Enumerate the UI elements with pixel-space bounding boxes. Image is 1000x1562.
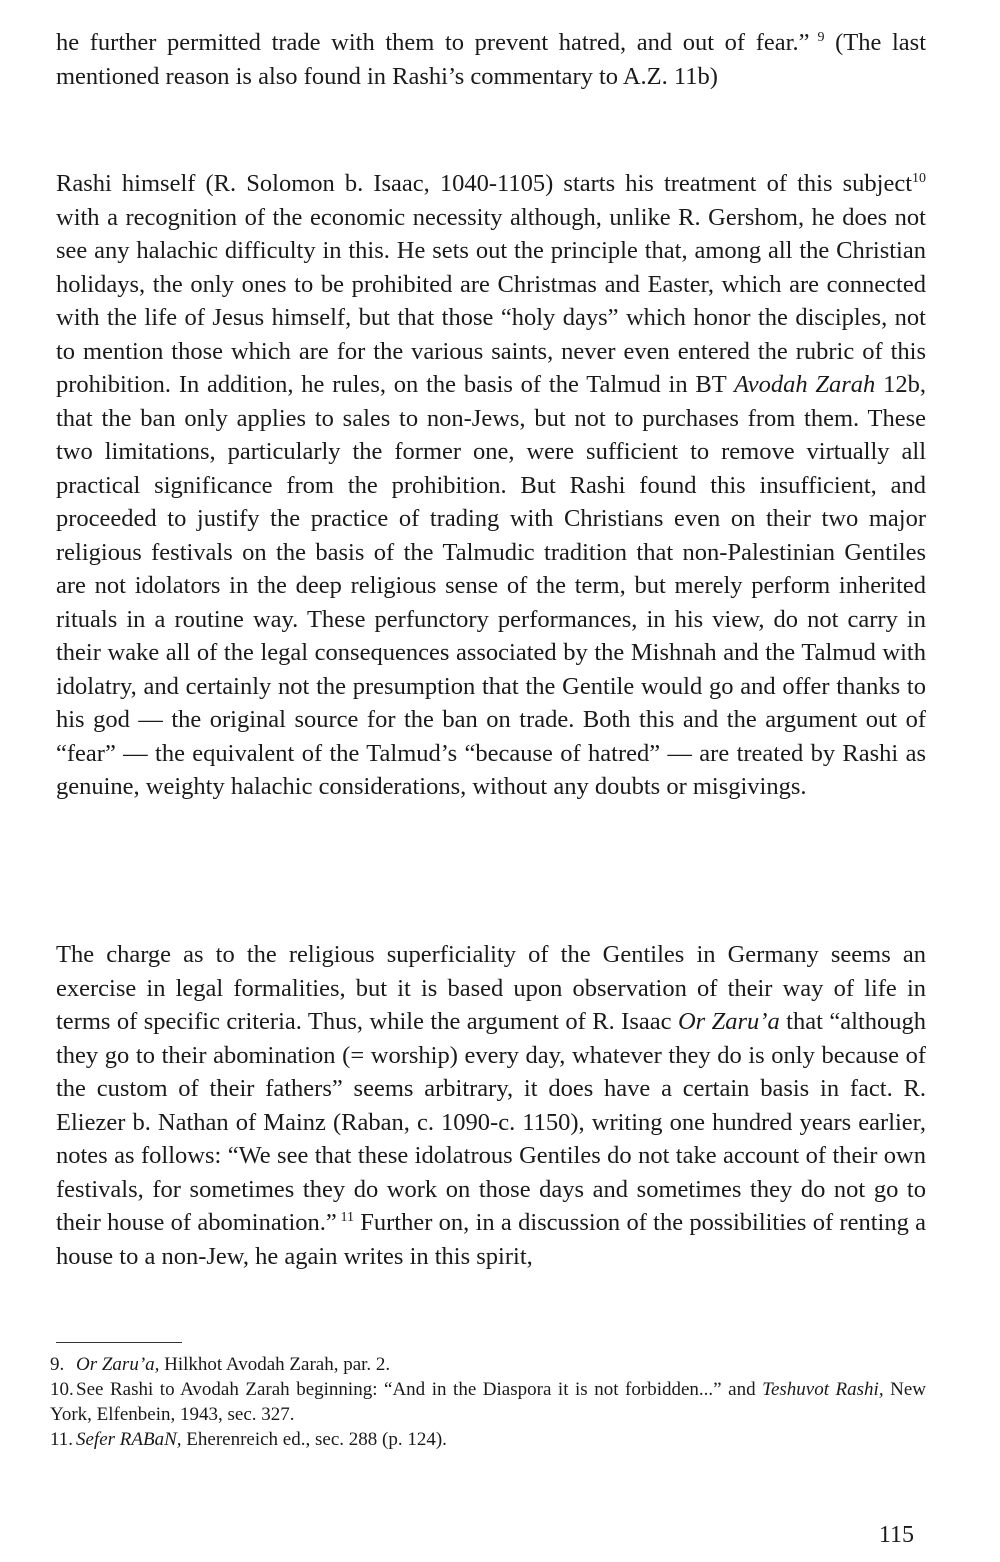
text-run: (The last mentioned reason is also found in Rashi’s commentary to A.Z. 11b) — [56, 29, 927, 90]
italic-title: Avodah Zarah — [734, 371, 876, 398]
italic-title: Teshuvot Rashi, — [762, 1379, 884, 1400]
italic-title: Or Zaru’a — [677, 1008, 780, 1035]
text-run: with a recognition of the economic necessity although, unlike R. Gershom, he does not see any halachic difficulty in this. He sets out the principle that, among all the Christian holidays, the only ones to be prohibited are Christmas and Easter, which are connected with the life of Jesus himself, but that those “holy days” which honor the disciples, not to mention those which are for the various saints, never even entered the rubric of this prohibition. In addition, he rules, on the basis of the Talmud in BT — [56, 203, 926, 398]
page-number: 115 — [878, 1522, 914, 1548]
footnote-separator — [56, 1342, 182, 1343]
text-run: Further on, in a discussion of the possibilities of renting a house to a non-Jew, he again writes in this spirit, — [56, 1209, 926, 1270]
footnote-9 — [50, 1352, 926, 1377]
text-run: New York, Elfenbein, 1943, sec. 327. — [50, 1379, 926, 1425]
text-run: Hilkhot Avodah Zarah, par. 2. — [159, 1354, 391, 1375]
footnote-10 — [50, 1377, 926, 1427]
body-paragraph-3 — [56, 938, 926, 1273]
footnote-number: 9. — [50, 1354, 65, 1375]
text-run: Eherenreich ed., sec. 288 (p. 124). — [181, 1429, 447, 1450]
footnote-11 — [50, 1427, 926, 1452]
footnote-ref: 9 — [809, 29, 825, 45]
italic-title: Or Zaru’a, — [76, 1354, 160, 1375]
footnote-number: 11. — [50, 1429, 74, 1450]
text-run: Rashi himself (R. Solomon b. Isaac, 1040-1105) starts his treatment of this subject — [56, 170, 912, 197]
footnote-number: 10. — [50, 1379, 74, 1400]
text-run: The charge as to the religious superficiality of the Gentiles in Germany seems an exercise in legal formalities, but it is based upon observation of their way of life in terms of specific criteria. Thus, while the argument of R. Isaac — [56, 941, 926, 1035]
footnotes-list — [50, 1352, 926, 1452]
text-run: 12b, that the ban only applies to sales to non-Jews, but not to purchases from them. These two limitations, particularly the former one, were sufficient to remove virtually all practical significance from the prohibition. But Rashi found this insufficient, and proceeded to justify the practice of trading with Christians even on their two major religious festivals on the basis of the Talmudic tradition that non-Palestinian Gentiles are not idolators in the deep religious sense of the term, but merely perform inherited rituals in a routine way. These perfunctory performances, in his view, do not carry in their wake all of the legal consequences associated by the Mishnah and the Talmud with idolatry, and certainly not the presumption that the Gentile would go and offer thanks to his god — the original source for the ban on trade. Both this and the argument out of “fear” — the equivalent of the Talmud’s “because of hatred” — are treated by Rashi as genuine, weighty halachic considerations, without any doubts or misgivings. — [56, 371, 926, 800]
text-run: See Rashi to Avodah Zarah beginning: “And in the Diaspora it is not forbidden...” and — [76, 1379, 763, 1400]
footnote-ref: 10 — [912, 170, 926, 186]
text-run: that “although they go to their abomination (= worship) every day, whatever they do is only because of the custom of their fathers” seems arbitrary, it does have a certain basis in fact. R. Eliezer b. Nathan of Mainz (Raban, c. 1090-c. 1150), writing one hundred years earlier, notes as follows: “We see that these idolatrous Gentiles do not take account of their own festivals, for sometimes they do work on those days and sometimes they do not go to their house of abomination.” — [56, 1008, 926, 1236]
text-run: he further permitted trade with them to prevent hatred, and out of fear.” — [56, 29, 810, 56]
italic-title: Sefer RABaN, — [76, 1429, 182, 1450]
footnote-ref: 11 — [336, 1209, 354, 1225]
body-paragraph-2 — [56, 167, 926, 804]
body-paragraph-1 — [56, 26, 926, 93]
